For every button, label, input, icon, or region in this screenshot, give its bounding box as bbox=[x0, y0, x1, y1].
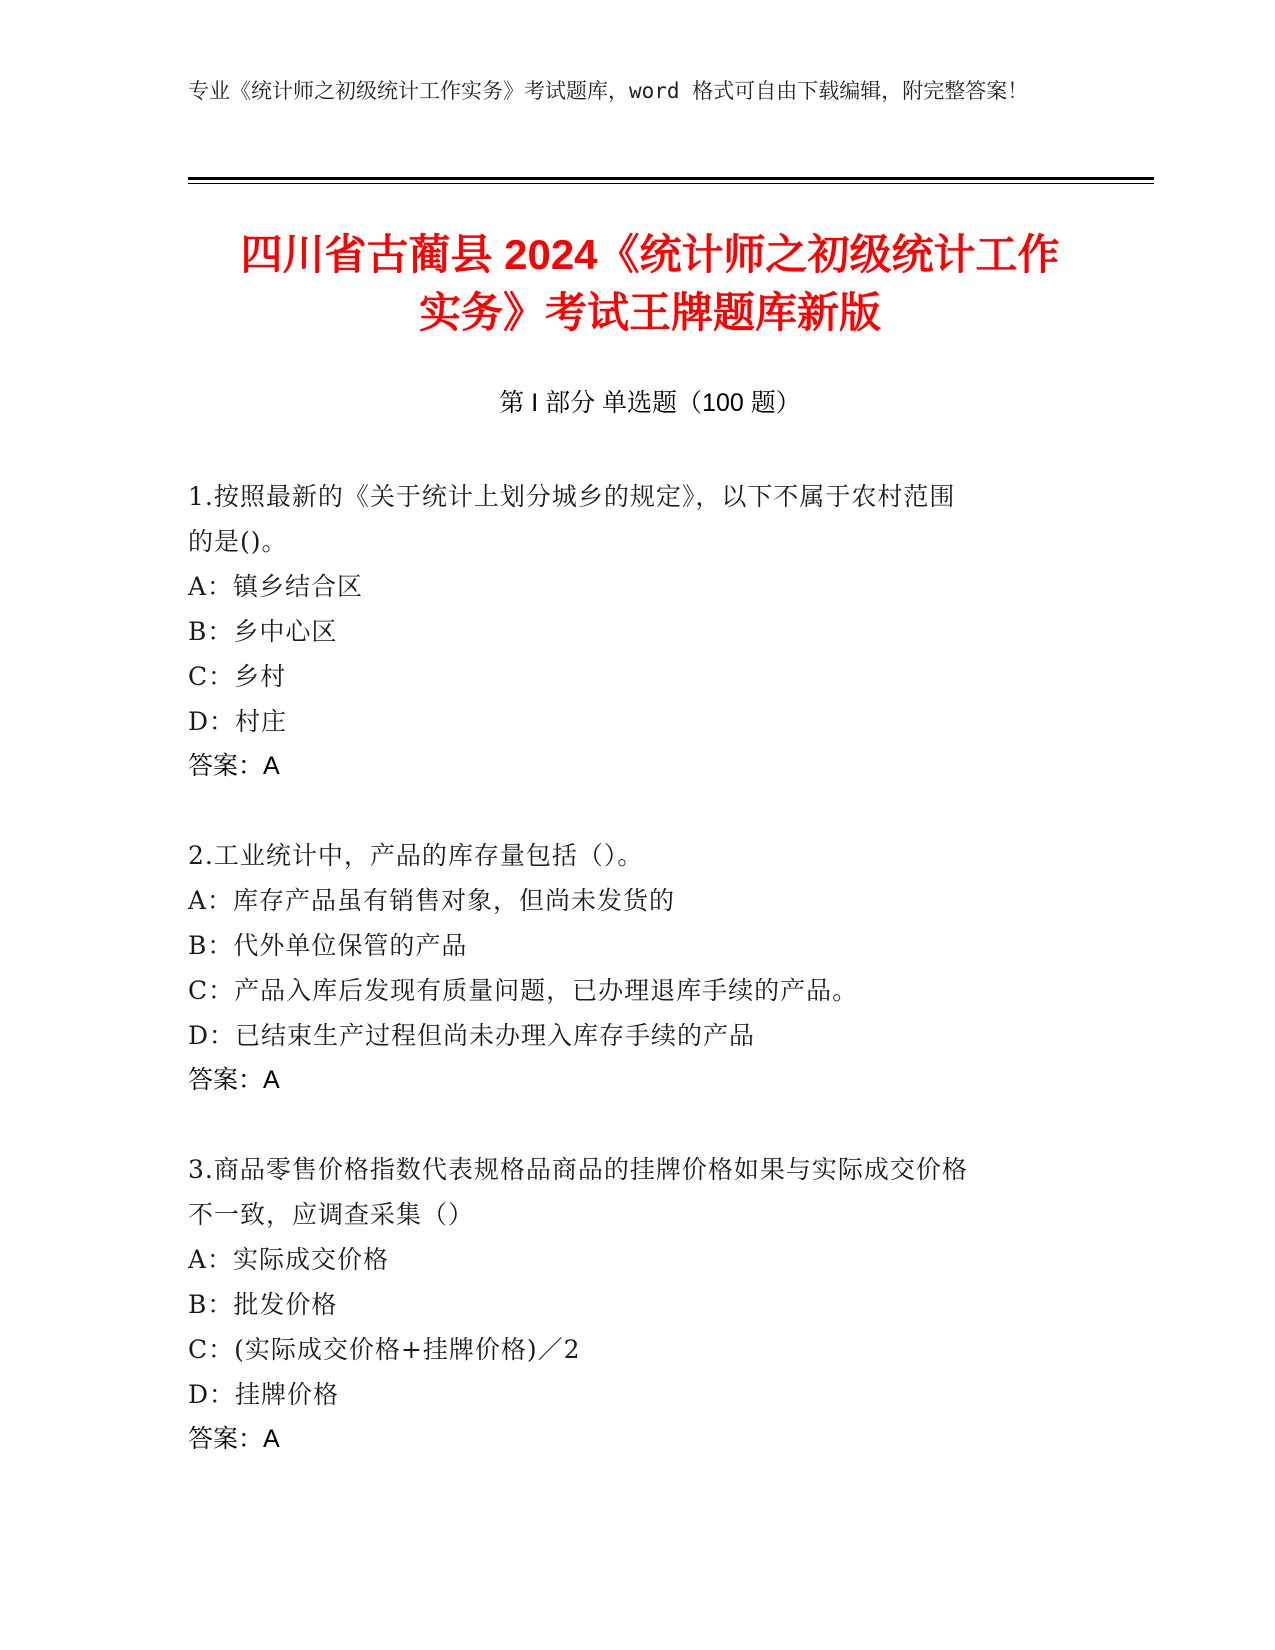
section-title: 第 I 部分 单选题（100 题） bbox=[499, 389, 801, 417]
option-b: B：批发价格 bbox=[188, 1290, 338, 1319]
document-title bbox=[150, 226, 1150, 342]
option-b: B：代外单位保管的产品 bbox=[188, 931, 468, 960]
option-d: D：挂牌价格 bbox=[188, 1380, 340, 1409]
header-divider-thin bbox=[188, 183, 1154, 184]
header-note: 专业《统计师之初级统计工作实务》考试题库，word 格式可自由下载编辑，附完整答案！ bbox=[188, 79, 1029, 103]
answer: 答案：A bbox=[188, 752, 280, 780]
document-title-line-1: 四川省古蔺县 2024《统计师之初级统计工作 bbox=[240, 231, 1060, 278]
option-d: D：已结束生产过程但尚未办理入库存手续的产品 bbox=[188, 1021, 756, 1050]
option-c: C：乡村 bbox=[188, 662, 287, 691]
question-2 bbox=[188, 833, 1068, 1103]
question-stem-line: 的是()。 bbox=[188, 527, 288, 556]
question-stem-line: 1.按照最新的《关于统计上划分城乡的规定》，以下不属于农村范围 bbox=[188, 482, 956, 511]
option-a: A：镇乡结合区 bbox=[188, 572, 364, 601]
option-a: A：库存产品虽有销售对象，但尚未发货的 bbox=[188, 886, 676, 915]
question-stem-line: 不一致，应调查采集（） bbox=[188, 1200, 475, 1229]
option-c: C：(实际成交价格+挂牌价格)／2 bbox=[188, 1335, 581, 1364]
answer: 答案：A bbox=[188, 1066, 280, 1094]
option-d: D：村庄 bbox=[188, 707, 288, 736]
question-3 bbox=[188, 1147, 1068, 1462]
document-title-line-2: 实务》考试王牌题库新版 bbox=[418, 289, 881, 336]
question-stem-line: 3.商品零售价格指数代表规格品商品的挂牌价格如果与实际成交价格 bbox=[188, 1155, 968, 1184]
question-stem-line: 2.工业统计中，产品的库存量包括（）。 bbox=[188, 841, 644, 870]
option-c: C：产品入库后发现有质量问题，已办理退库手续的产品。 bbox=[188, 976, 859, 1005]
option-a: A：实际成交价格 bbox=[188, 1245, 390, 1274]
answer: 答案：A bbox=[188, 1425, 280, 1453]
question-1 bbox=[188, 474, 1068, 789]
question-list bbox=[188, 474, 1068, 1506]
header-divider-thick bbox=[188, 177, 1154, 180]
option-b: B：乡中心区 bbox=[188, 617, 338, 646]
